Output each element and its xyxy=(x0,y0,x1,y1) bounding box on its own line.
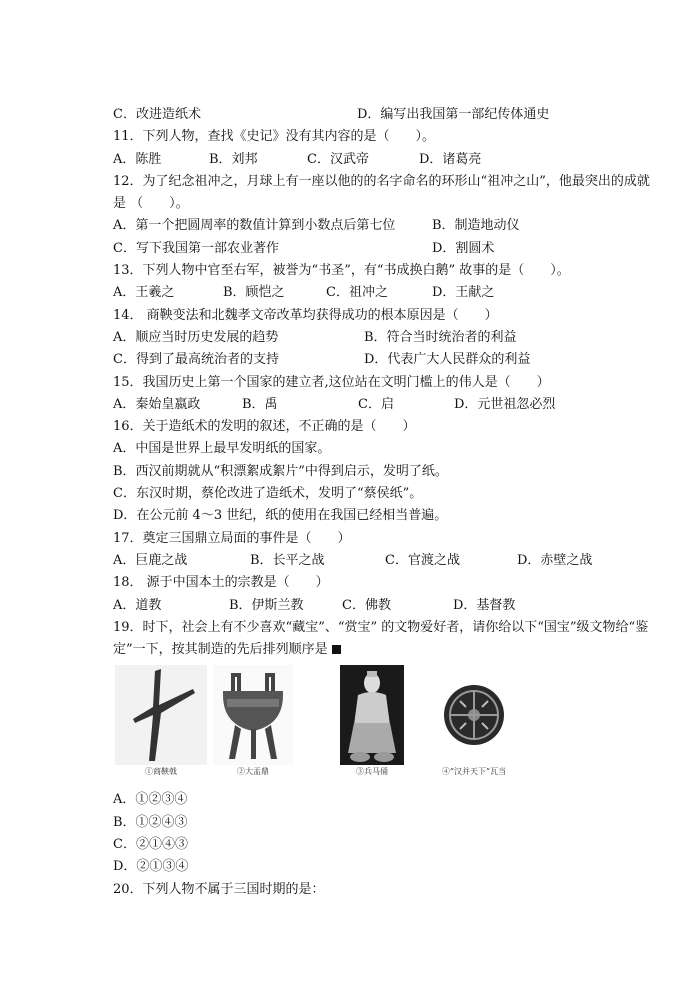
answer-option: B．符合当时统治者的利益 xyxy=(364,329,517,345)
answer-option: D．割圆术 xyxy=(432,240,495,256)
answer-option: A．道教 xyxy=(113,597,162,613)
artifact-wadang xyxy=(433,665,515,777)
text-line xyxy=(113,461,658,483)
question-text: 20．下列人物不属于三国时期的是： xyxy=(113,881,325,897)
answer-option: C．写下我国第一部农业著作 xyxy=(113,240,279,256)
question-text: A．①②③④ xyxy=(113,792,188,808)
text-line xyxy=(113,171,658,216)
answer-option: A．第一个把圆周率的数值计算到小数点后第七位 xyxy=(113,218,396,234)
text-line xyxy=(113,483,658,505)
option-row xyxy=(113,394,658,416)
question-text: B．西汉前期就从“积漂絮成絮片”中得到启示，发明了纸。 xyxy=(113,463,448,479)
question-text: 13．下列人物中官至右军，被誉为“书圣”，有“书成换白鹅” 故事的是（ ）。 xyxy=(113,263,570,279)
answer-option: C．改进造纸术 xyxy=(113,107,201,122)
text-line xyxy=(113,505,658,527)
roof-tile-icon xyxy=(433,665,515,765)
question-text: 12．为了纪念祖冲之，月球上有一座以他的的名字命名的环形山“祖冲之山”，他最突出的成就是 （ ）。 xyxy=(113,173,650,212)
answer-option: A．巨鹿之战 xyxy=(113,552,188,568)
text-line xyxy=(113,305,658,327)
ding-vessel-icon xyxy=(213,665,293,765)
question-text: B．①②④③ xyxy=(113,814,188,830)
answer-option: C．汉武帝 xyxy=(307,151,369,167)
text-line xyxy=(113,812,658,834)
question-text: 16．关于造纸术的发明的叙述，不正确的是（ ） xyxy=(113,419,416,435)
question-text: 18． 源于中国本土的宗教是（ ） xyxy=(113,575,329,591)
answer-option: B．伊斯兰教 xyxy=(229,597,304,613)
artifact-caption: ③兵马俑 xyxy=(356,767,388,777)
question-text: 14． 商鞅变法和北魏孝文帝改革均获得成功的根本原因是（ ） xyxy=(113,307,498,323)
answer-option: C．祖冲之 xyxy=(326,285,388,301)
artifact-ding xyxy=(213,665,293,777)
artifact-images xyxy=(113,665,658,785)
answer-option: B．顾恺之 xyxy=(223,285,285,301)
text-line xyxy=(113,856,658,878)
answer-option: C．官渡之战 xyxy=(385,552,460,568)
question-text: A．中国是世界上最早发明纸的国家。 xyxy=(113,441,331,457)
answer-option: B．刘邦 xyxy=(209,151,258,167)
option-row xyxy=(113,104,658,126)
option-row xyxy=(113,349,658,371)
question-list xyxy=(113,104,658,901)
text-line xyxy=(113,260,658,282)
answer-option: D．基督教 xyxy=(453,597,516,613)
option-row xyxy=(113,327,658,349)
answer-option: B．制造地动仪 xyxy=(432,218,520,234)
answer-option: A．王羲之 xyxy=(113,285,175,301)
terracotta-warrior-icon xyxy=(340,665,404,765)
text-line xyxy=(113,528,658,550)
answer-option: D．诸葛亮 xyxy=(419,151,482,167)
answer-option: A．秦始皇嬴政 xyxy=(113,396,201,412)
answer-option: D．元世祖忽必烈 xyxy=(454,396,556,412)
text-line xyxy=(113,438,658,460)
text-line xyxy=(113,126,658,148)
question-text: 15．我国历史上第一个国家的建立者,这位站在文明门槛上的伟人是（ ） xyxy=(113,374,550,390)
question-text: D．在公元前 4～3 世纪，纸的使用在我国已经相当普遍。 xyxy=(113,508,448,524)
answer-option: D．编写出我国第一部纪传体通史 xyxy=(357,107,550,122)
artifact-caption: ④“汉并天下”瓦当 xyxy=(441,767,507,777)
text-line xyxy=(113,416,658,438)
text-line xyxy=(113,834,658,856)
black-square-icon xyxy=(332,645,341,654)
question-text: 11．下列人物，查找《史记》没有其内容的是（ ）。 xyxy=(113,129,436,145)
artifact-caption: ②大盂鼎 xyxy=(237,767,269,777)
artifact-yong xyxy=(340,665,404,777)
text-line xyxy=(113,879,658,901)
option-row xyxy=(113,215,658,237)
artifact-caption: ①商鞅戟 xyxy=(145,767,177,777)
question-text: 19．时下，社会上有不少喜欢“藏宝”、“赏宝” 的文物爱好者，请你给以下“国宝”级文物给“鉴定”一下，按其制造的先后排列顺序是 xyxy=(113,619,649,658)
text-line xyxy=(113,617,658,662)
option-row xyxy=(113,550,658,572)
question-text: C．②①④③ xyxy=(113,837,188,853)
answer-option: C．启 xyxy=(358,396,394,412)
answer-option: B．长平之战 xyxy=(250,552,325,568)
option-row xyxy=(113,149,658,171)
answer-option: A．陈胜 xyxy=(113,151,162,167)
text-line xyxy=(113,789,658,811)
artifact-ge xyxy=(115,665,207,777)
option-row xyxy=(113,595,658,617)
answer-option: B．禹 xyxy=(242,396,278,412)
question-text: D．②①③④ xyxy=(113,859,189,875)
text-line xyxy=(113,372,658,394)
answer-option: D．代表广大人民群众的利益 xyxy=(364,352,531,368)
answer-option: D．王献之 xyxy=(432,285,495,301)
answer-option: A．顺应当时历史发展的趋势 xyxy=(113,329,279,345)
answer-option: C．得到了最高统治者的支持 xyxy=(113,352,279,368)
question-text: 17．奠定三国鼎立局面的事件是（ ） xyxy=(113,530,351,546)
option-row xyxy=(113,282,658,304)
answer-option: D．赤壁之战 xyxy=(517,552,593,568)
question-text: C．东汉时期，蔡伦改进了造纸术，发明了“蔡侯纸”。 xyxy=(113,486,423,502)
text-line xyxy=(113,572,658,594)
option-row xyxy=(113,238,658,260)
answer-option: C．佛教 xyxy=(342,597,391,613)
halberd-icon xyxy=(115,665,207,765)
